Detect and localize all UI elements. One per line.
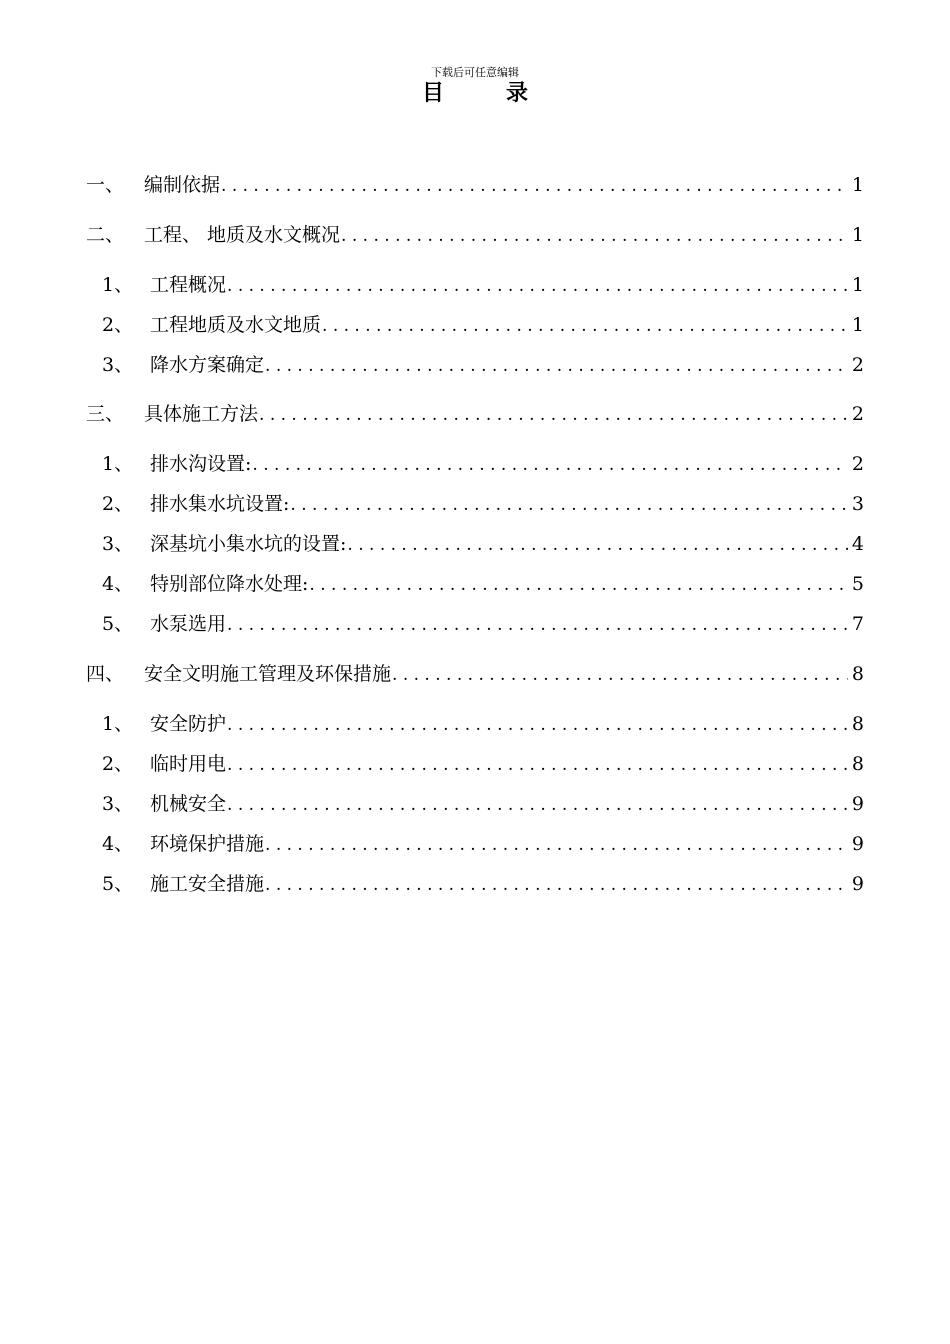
toc-entry-number: 3、 xyxy=(102,533,134,555)
toc-leader-dots xyxy=(341,223,848,249)
toc-entry-number: 1、 xyxy=(102,453,134,475)
toc-entry-page: 1 xyxy=(851,274,864,296)
toc-entry-number: 4、 xyxy=(102,833,134,855)
toc-entry-page: 9 xyxy=(851,833,864,855)
toc-leader-dots xyxy=(322,313,848,339)
toc-entry-number: 3、 xyxy=(102,354,134,376)
header-note: 下载后可任意编辑 xyxy=(431,66,519,79)
toc-entry-label: 机械安全 xyxy=(150,793,227,815)
toc-entry[interactable] xyxy=(102,531,864,557)
toc-entry-label: 安全文明施工管理及环保措施 xyxy=(144,663,392,685)
toc-entry-page: 8 xyxy=(851,753,864,775)
toc-entry-number: 5、 xyxy=(102,613,134,635)
toc-entry-number: 二、 xyxy=(86,224,125,246)
toc-entry-number: 四、 xyxy=(86,663,125,685)
toc-entry[interactable] xyxy=(86,401,864,427)
toc-entry[interactable] xyxy=(102,831,864,857)
toc-entry-label: 工程、 地质及水文概况 xyxy=(144,224,341,246)
toc-leader-dots xyxy=(265,353,848,379)
toc-leader-dots xyxy=(252,452,848,478)
toc-entry-label: 施工安全措施 xyxy=(150,873,265,895)
toc-entry-page: 2 xyxy=(851,453,864,475)
toc-leader-dots xyxy=(309,572,848,598)
toc-entry-number: 5、 xyxy=(102,873,134,895)
toc-entry[interactable] xyxy=(86,661,864,687)
toc-entry-label: 编制依据 xyxy=(144,174,221,196)
toc-leader-dots xyxy=(290,492,848,518)
toc-entry-number: 2、 xyxy=(102,493,134,515)
toc-entry-number: 3、 xyxy=(102,793,134,815)
toc-entry[interactable] xyxy=(102,611,864,637)
toc-entry[interactable] xyxy=(102,272,864,298)
toc-entry-label: 工程概况 xyxy=(150,274,227,296)
toc-entry-label: 深基坑小集水坑的设置: xyxy=(150,533,347,555)
toc-entry-page: 9 xyxy=(851,793,864,815)
toc-entry[interactable] xyxy=(102,751,864,777)
toc-leader-dots xyxy=(227,612,848,638)
toc-entry-number: 1、 xyxy=(102,713,134,735)
toc-entry-label: 特别部位降水处理: xyxy=(150,573,309,595)
toc-leader-dots xyxy=(347,532,848,558)
toc-leader-dots xyxy=(259,402,848,428)
toc-leader-dots xyxy=(227,792,848,818)
title-char-left: 目 xyxy=(421,81,444,106)
toc-entry-number: 4、 xyxy=(102,573,134,595)
toc-entry-page: 9 xyxy=(851,873,864,895)
toc-entry[interactable] xyxy=(102,571,864,597)
toc-entry-page: 1 xyxy=(851,224,864,246)
toc-entry-page: 3 xyxy=(851,493,864,515)
title-char-right: 录 xyxy=(506,81,529,106)
toc-entry-page: 4 xyxy=(851,533,864,555)
toc-entry-number: 三、 xyxy=(86,403,125,425)
toc-entry-page: 2 xyxy=(851,403,864,425)
toc-entry[interactable] xyxy=(102,791,864,817)
toc-entry-page: 1 xyxy=(851,174,864,196)
toc-entry-number: 一、 xyxy=(86,174,125,196)
toc-leader-dots xyxy=(265,832,848,858)
toc-entry-label: 排水集水坑设置: xyxy=(150,493,290,515)
toc-entry[interactable] xyxy=(102,451,864,477)
toc-entry-label: 排水沟设置: xyxy=(150,453,252,475)
toc-entry-label: 环境保护措施 xyxy=(150,833,265,855)
toc-leader-dots xyxy=(227,712,848,738)
toc-entry-page: 5 xyxy=(851,573,864,595)
toc-entry-label: 临时用电 xyxy=(150,753,227,775)
toc-entry-page: 7 xyxy=(851,613,864,635)
toc-entry[interactable] xyxy=(86,172,864,198)
toc-entry-label: 具体施工方法 xyxy=(144,403,259,425)
toc-leader-dots xyxy=(221,173,848,199)
toc-entry-number: 1、 xyxy=(102,274,134,296)
toc-entry-label: 安全防护 xyxy=(150,713,227,735)
toc-leader-dots xyxy=(227,752,848,778)
toc-entry-label: 降水方案确定 xyxy=(150,354,265,376)
toc-entry-number: 2、 xyxy=(102,314,134,336)
toc-entry[interactable] xyxy=(102,491,864,517)
toc-leader-dots xyxy=(227,273,848,299)
toc-entry-page: 8 xyxy=(851,713,864,735)
toc-leader-dots xyxy=(392,662,848,688)
toc-entry[interactable] xyxy=(102,711,864,737)
toc-entry-label: 工程地质及水文地质 xyxy=(150,314,322,336)
toc-entry-page: 8 xyxy=(851,663,864,685)
toc-entry[interactable] xyxy=(102,871,864,897)
toc-entry[interactable] xyxy=(102,312,864,338)
toc-entry-page: 1 xyxy=(851,314,864,336)
toc-entry-label: 水泵选用 xyxy=(150,613,227,635)
toc-entry-number: 2、 xyxy=(102,753,134,775)
toc-entry-page: 2 xyxy=(851,354,864,376)
toc-entry[interactable] xyxy=(86,222,864,248)
toc-entry[interactable] xyxy=(102,352,864,378)
toc-leader-dots xyxy=(265,872,848,898)
